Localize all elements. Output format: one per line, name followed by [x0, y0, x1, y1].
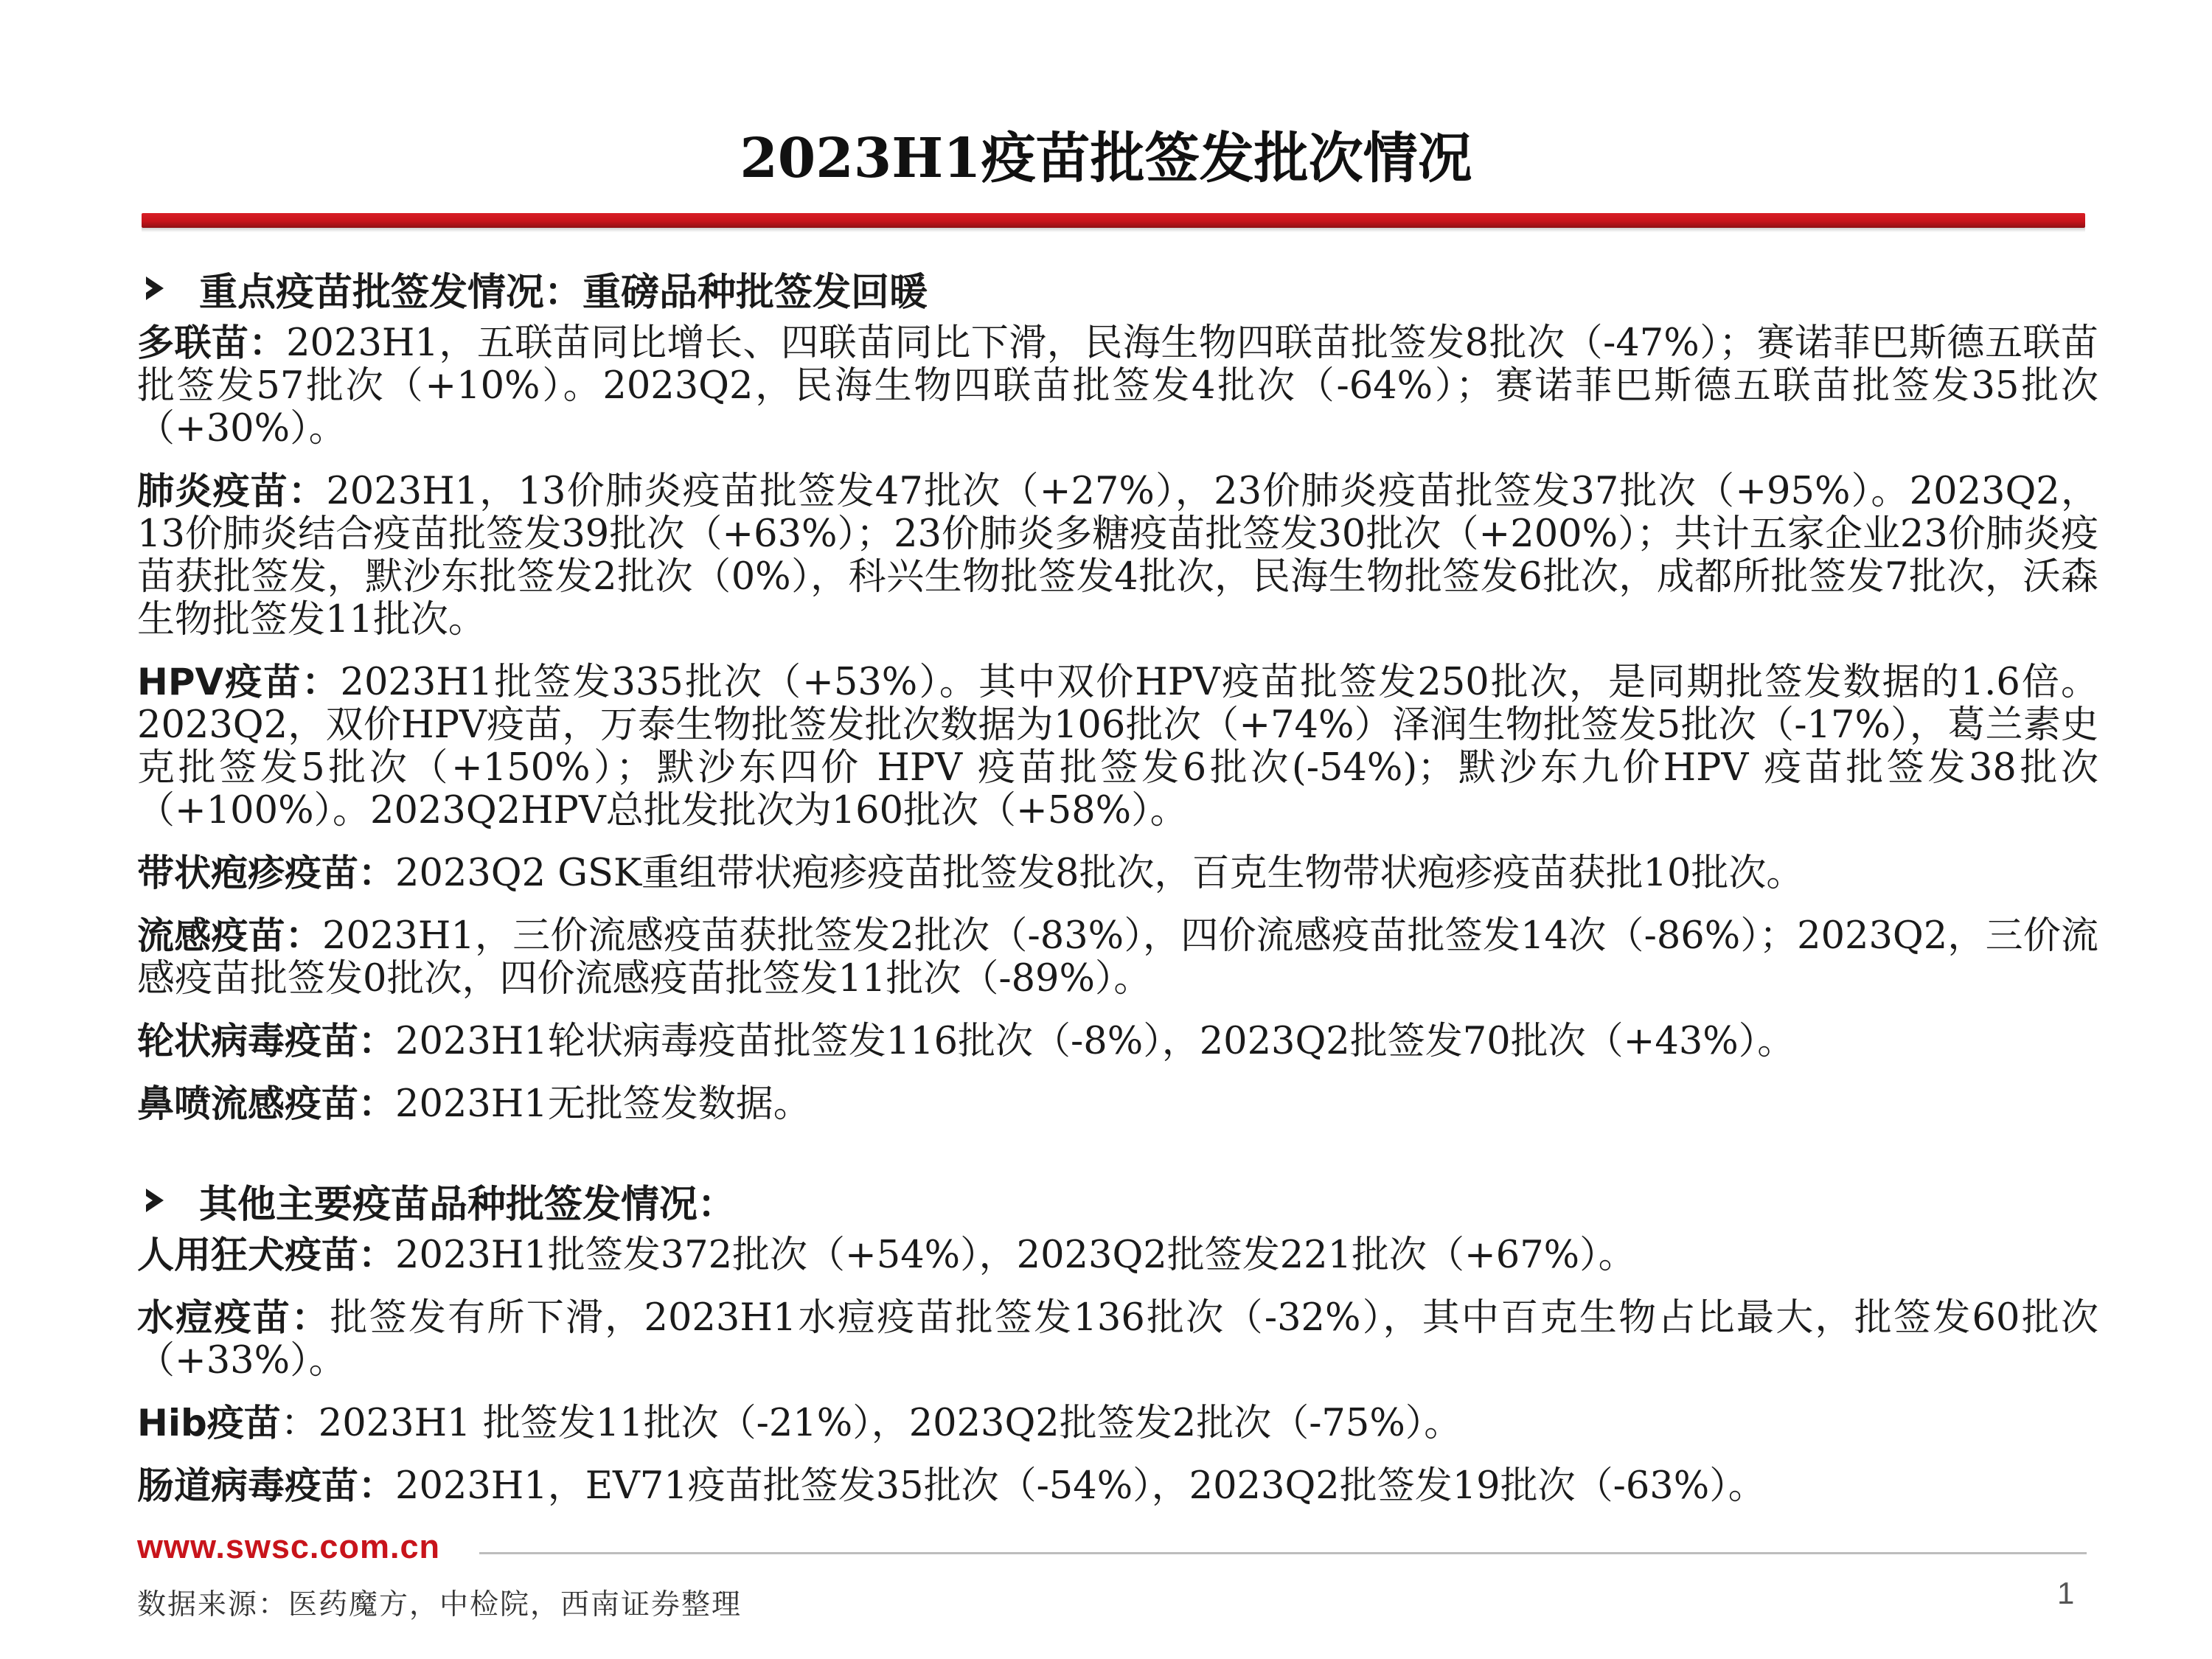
item-text: 2023H1，三价流感疫苗获批签发2批次（-83%），四价流感疫苗批签发14次（-86%）；2023Q2，三价流感疫苗批签发0批次，四价流感疫苗批签发11批次（-89%）。: [137, 914, 2099, 1001]
item-label: 人用狂犬疫苗：: [137, 1234, 395, 1276]
section-heading-key-vaccines: [137, 260, 2098, 317]
section-heading-text: 其他主要疫苗品种批签发情况：: [199, 1182, 737, 1227]
item-label: 水痘疫苗：: [137, 1296, 330, 1339]
paragraph-combination-vaccine: [137, 321, 2098, 451]
item-text: 批签发有所下滑，2023H1水痘疫苗批签发136批次（-32%），其中百克生物占比最大，批签发60批次（+33%）。: [137, 1296, 2098, 1382]
page-title: 2023H1疫苗批签发批次情况: [740, 127, 1472, 190]
footer-divider: [479, 1552, 2087, 1554]
section-heading-other-vaccines: [137, 1172, 2098, 1229]
item-text: 2023H1，五联苗同比增长、四联苗同比下滑，民海生物四联苗批签发8批次（-47%）；赛诺菲巴斯德五联苗批签发57批次（+10%）。2023Q2，民海生物四联苗批签发4批次（-64%）；赛诺菲巴斯德五联苗批签发35批次（+30%）。: [137, 321, 2098, 451]
main-content: [137, 260, 2098, 1527]
arrow-bullet-icon: [146, 1189, 164, 1212]
paragraph-hpv-vaccine: [137, 661, 2098, 832]
item-label: 多联苗：: [137, 321, 287, 364]
page-number: 1: [2057, 1576, 2075, 1610]
section-gap: [137, 1145, 2098, 1172]
paragraph-nasal-influenza-vaccine: [137, 1082, 2098, 1126]
item-label: HPV疫苗：: [137, 661, 341, 703]
paragraph-rotavirus-vaccine: [137, 1020, 2098, 1063]
paragraph-pneumonia-vaccine: [137, 470, 2098, 641]
paragraph-varicella-vaccine: [137, 1296, 2098, 1382]
item-label: 肠道病毒疫苗：: [137, 1464, 395, 1507]
section-heading-text: 重点疫苗批签发情况：重磅品种批签发回暖: [199, 270, 928, 315]
item-text: ：2023H1 批签发11批次（-21%），2023Q2批签发2批次（-75%）。: [280, 1402, 1462, 1445]
item-text: 2023Q2 GSK重组带状疱疹疫苗批签发8批次，百克生物带状疱疹疫苗获批10批次。: [395, 852, 1804, 895]
item-label: 鼻喷流感疫苗：: [137, 1082, 395, 1125]
footer-url-link[interactable]: www.swsc.com.cn: [137, 1528, 440, 1565]
item-label: 肺炎疫苗：: [137, 470, 327, 512]
arrow-bullet-icon: [146, 276, 164, 300]
item-label: 轮状病毒疫苗：: [137, 1020, 395, 1062]
paragraph-influenza-vaccine: [137, 914, 2098, 1001]
item-text: 2023H1，13价肺炎疫苗批签发47批次（+27%），23价肺炎疫苗批签发37批次（+95%）。2023Q2，13价肺炎结合疫苗批签发39批次（+63%）；23价肺炎多糖疫苗批签发30批次（+200%）；共计五家企业23价肺炎疫苗获批签发，默沙东批签发2批次（0%），科兴生物批签发4批次，民海生物批签发6批次，成都所批签发7批次，沃森生物批签发11批次。: [137, 470, 2098, 641]
paragraph-hib-vaccine: [137, 1402, 2098, 1445]
footer-source-note: 数据来源：医药魔方，中检院，西南证券整理: [137, 1588, 742, 1621]
paragraph-enterovirus-vaccine: [137, 1464, 2098, 1508]
title-divider-bar: [142, 213, 2085, 228]
item-text: 2023H1无批签发数据。: [395, 1082, 811, 1126]
item-label: 带状疱疹疫苗：: [137, 852, 395, 894]
item-text: 2023H1轮状病毒疫苗批签发116批次（-8%），2023Q2批签发70批次（+43%）。: [395, 1020, 1795, 1063]
item-text: 2023H1批签发335批次（+53%）。其中双价HPV疫苗批签发250批次，是同期批签发数据的1.6倍。2023Q2，双价HPV疫苗，万泰生物批签发批次数据为106批次（+74%）泽润生物批签发5批次（-17%），葛兰素史克批签发5批次（+150%）；默沙东四价 HPV 疫苗批签发6批次(-54%)；默沙东九价HPV 疫苗批签发38批次（+100%）。2023Q2HPV总批发批次为160批次（+58%）。: [137, 661, 2098, 832]
item-label: 流感疫苗：: [137, 914, 323, 957]
item-text: 2023H1批签发372批次（+54%），2023Q2批签发221批次（+67%）。: [395, 1234, 1636, 1277]
paragraph-rabies-vaccine: [137, 1234, 2098, 1277]
item-text: 2023H1，EV71疫苗批签发35批次（-54%），2023Q2批签发19批次（-63%）。: [395, 1464, 1766, 1508]
paragraph-herpes-zoster-vaccine: [137, 852, 2098, 895]
item-label: Hib疫苗: [137, 1402, 281, 1444]
